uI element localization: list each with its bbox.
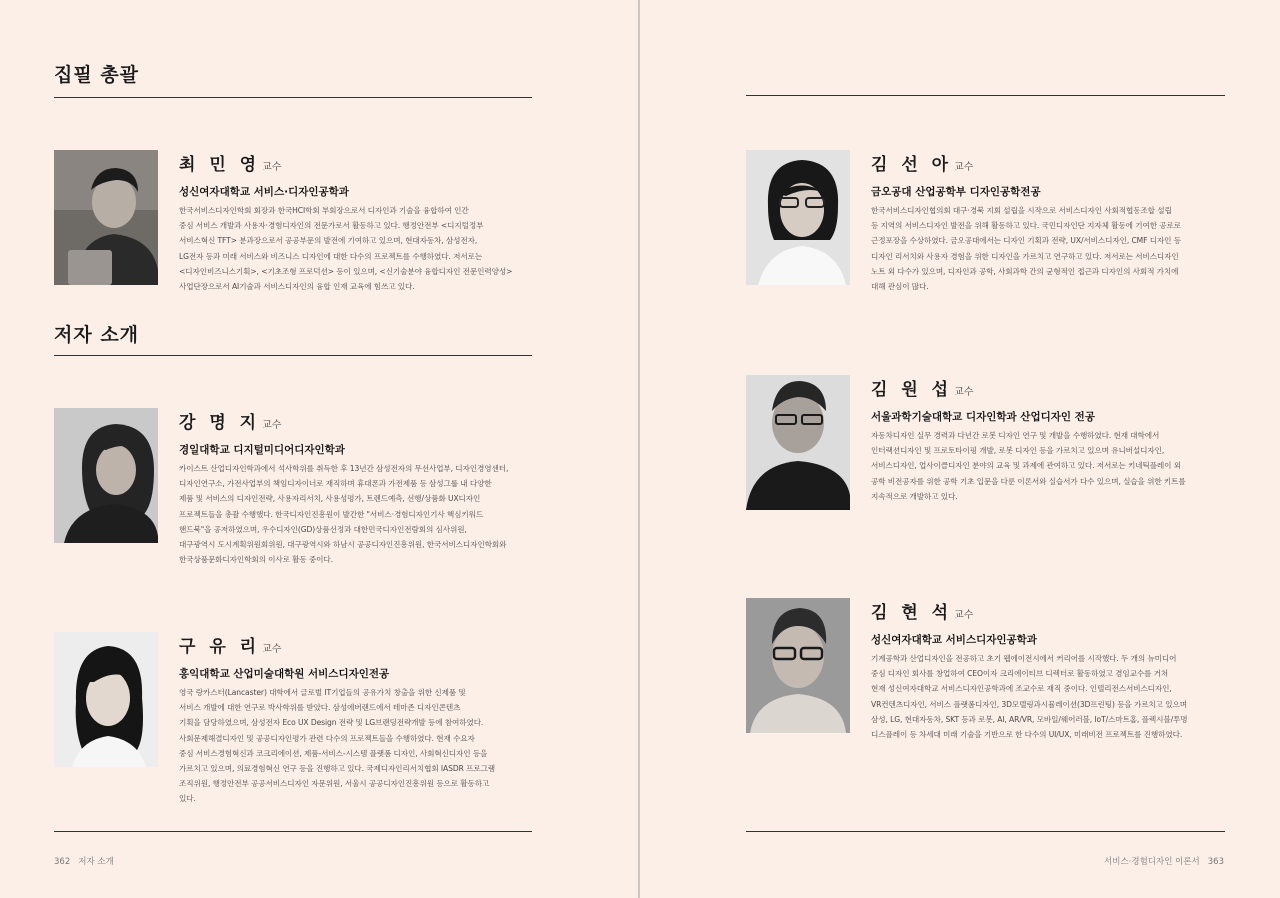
- profile-name: 김 선 아: [871, 155, 953, 175]
- portrait-kim-hyunseok: [746, 598, 850, 733]
- profile-affiliation: 홍익대학교 산업미술대학원 서비스디자인전공: [179, 668, 390, 680]
- profile-bio: [179, 685, 524, 807]
- bio-line: VR컨텐츠디자인, 서비스 플랫폼디자인, 3D모델링과시뮬레이션(3D프린팅) 등을 가르치고 있으며: [871, 699, 1187, 709]
- profile-info: [179, 632, 524, 807]
- portrait-koo: [54, 632, 158, 767]
- bio-line: 서비스혁신 TFT> 분과장으로서 공공부문의 발전에 기여하고 있으며, 현대자동차, 삼성전자,: [179, 236, 478, 246]
- bio-line: 사회문제해결디자인 및 공공디자인평가 관련 다수의 프로젝트들을 수행하였다. 현재 수요자: [179, 733, 475, 743]
- bio-line: 현재 성신여자대학교 서비스디자인공학과에 조교수로 재직 중이다. 인텔리전스서비스디자인,: [871, 684, 1172, 694]
- bio-line: 조직위원, 행정안전부 공공서비스디자인 자문위원, 서울시 공공디자인진흥위원 등으로 활동하고: [179, 779, 490, 789]
- bio-line: 한국서비스디자인학회 회장과 한국HCI학회 부회장으로서 디자인과 기술을 융합하여 인간: [179, 206, 469, 215]
- bio-line: 디스플레이 등 차세대 미래 기술을 기반으로 한 다수의 UI/UX, 미래비전 프로젝트를 진행하였다.: [871, 730, 1183, 740]
- bio-line: 중심 디자인 회사를 창업하여 CEO이자 크리에이티브 디렉터로 활동하였고 겸임교수를 거쳐: [871, 669, 1169, 679]
- bio-line: 서비스 개발에 대한 연구로 박사학위를 받았다. 삼성에버랜드에서 테마존 디자인콘텐츠: [179, 703, 461, 713]
- bio-line: 영국 랑카스터(Lancaster) 대학에서 글로벌 IT기업들의 공유가치 창출을 위한 신제품 및: [179, 688, 466, 697]
- bio-line: 카이스트 산업디자인학과에서 석사학위를 취득한 후 13년간 삼성전자의 무선사업부, 디자인경영센터,: [179, 464, 509, 473]
- profile-info: [871, 598, 1216, 742]
- profile-info: [179, 150, 524, 294]
- bio-line: 프로젝트들을 총괄 수행했다. 한국디자인진흥원이 발간한 "서비스·경험디자인기사 핵심키워드: [179, 509, 484, 519]
- profile-name: 김 원 섭: [871, 380, 953, 400]
- profile-title: 교수: [954, 610, 974, 621]
- footer-right: [1104, 855, 1224, 867]
- bio-line: 근정포장을 수상하였다. 금오공대에서는 디자인 기획과 전략, UX/서비스디자인, CMF 디자인 등: [871, 236, 1181, 246]
- bio-line: 자동차디자인 실무 경력과 다년간 로봇 디자인 연구 및 개발을 수행하였다. 현재 대학에서: [871, 431, 1160, 440]
- bio-line: 공학 비전공자를 위한 공학 기초 입문을 다룬 이론서와 실습서가 다수 있으며, 실습을 위한 키트를: [871, 476, 1186, 486]
- profile-affiliation: 성신여자대학교 서비스디자인공학과: [871, 634, 1037, 646]
- bio-line: 지속적으로 개발하고 있다.: [871, 491, 958, 501]
- portrait-kim-wonseop: [746, 375, 850, 510]
- section-rule: [54, 355, 532, 356]
- section-title-authors: 저자 소개: [54, 324, 140, 346]
- bio-line: 한국상품문화디자인학회의 이사로 활동 중이다.: [179, 555, 333, 565]
- bio-line: 대구광역시 도시계획위원회위원, 대구광역시와 하남시 공공디자인진흥위원, 한국서비스디자인학회와: [179, 540, 507, 550]
- profile-info: [871, 375, 1216, 504]
- bottom-rule: [54, 831, 532, 832]
- running-footer: 서비스·경험디자인 이론서: [1104, 857, 1200, 867]
- bio-line: 등 지역의 서비스디자인 발전을 위해 활동하고 있다. 국민디자인단 지자체 활동에 기여한 공로로: [871, 221, 1181, 231]
- profile-name: 김 현 석: [871, 603, 953, 623]
- section-rule: [54, 97, 532, 98]
- page-number: 362: [54, 857, 71, 867]
- profile-info: [871, 150, 1216, 294]
- bio-line: 가르치고 있으며, 의료경험혁신 연구 등을 진행하고 있다. 국제디자인리서치협회 IASDR 프로그램: [179, 764, 496, 774]
- profile-title: 교수: [954, 162, 974, 173]
- running-footer: 저자 소개: [78, 857, 114, 867]
- portrait-photo: [746, 375, 850, 510]
- right-page: [640, 0, 1279, 898]
- profile-affiliation: 서울과학기술대학교 디자인학과 산업디자인 전공: [871, 411, 1095, 423]
- profile-affiliation: 성신여자대학교 서비스·디자인공학과: [179, 186, 349, 198]
- portrait-photo: [746, 598, 850, 733]
- portrait-photo: [54, 408, 158, 543]
- profile-affiliation: 금오공대 산업공학부 디자인공학전공: [871, 186, 1041, 198]
- profile-name: 강 명 지: [179, 413, 261, 433]
- page-number: 363: [1207, 857, 1224, 867]
- profile-title: 교수: [262, 420, 282, 431]
- profile-bio: [871, 428, 1216, 504]
- bio-line: 서비스디자인, 업사이클디자인 분야의 교육 및 과제에 관여하고 있다. 저서로는 키네틱플레이 외: [871, 461, 1181, 471]
- portrait-photo: [54, 150, 158, 285]
- bio-line: 핸드북"을 공저하였으며, 우수디자인(GD)상품선정과 대한민국디자인전람회의 심사위원,: [179, 524, 467, 534]
- bio-line: 중심 서비스 개발과 사용자·경험디자인의 전문가로서 활동하고 있다. 행정안전부 <디지털정부: [179, 221, 484, 231]
- profile-info: [179, 408, 524, 567]
- portrait-kim-sunah: [746, 150, 850, 285]
- portrait-photo: [746, 150, 850, 285]
- profile-title: 교수: [954, 387, 974, 398]
- bio-line: 기계공학과 산업디자인을 전공하고 초기 웹에이전시에서 커리어를 시작했다. 두 개의 뉴미디어: [871, 654, 1177, 663]
- bio-line: 디자인연구소, 가전사업부의 책임디자이너로 재직하며 휴대폰과 가전제품 등 삼성그룹 내 다양한: [179, 479, 492, 489]
- profile-name: 구 유 리: [179, 637, 261, 657]
- profile-bio: [179, 461, 524, 567]
- top-rule: [746, 95, 1225, 96]
- profile-bio: [871, 651, 1216, 742]
- bio-line: 한국서비스디자인협의회 대구·경북 지회 설립을 시작으로 서비스디자인 사회적협동조합 설립: [871, 206, 1172, 215]
- bio-line: 대해 관심이 많다.: [871, 282, 929, 292]
- left-page: [0, 0, 639, 898]
- bio-line: <디자인비즈니스기획>, <기초조형 프로덕션> 등이 있으며, <신기술분야 융합디자인 전문인력양성>: [179, 266, 513, 276]
- profile-title: 교수: [262, 162, 282, 173]
- profile-bio: [179, 203, 524, 294]
- bio-line: 있다.: [179, 794, 196, 804]
- portrait-kang: [54, 408, 158, 543]
- profile-title: 교수: [262, 644, 282, 655]
- bio-line: 제품 및 서비스의 디자인전략, 사용자리서치, 사용성평가, 트렌드예측, 선행/상품화 UX디자인: [179, 494, 481, 504]
- bio-line: 기획을 담당하였으며, 삼성전자 Eco UX Design 전략 및 LG브랜딩전략개발 등에 참여하였다.: [179, 718, 484, 728]
- portrait-photo: [54, 632, 158, 767]
- bio-line: 디자인 리서치와 사용자 경험을 위한 디자인을 가르치고 연구하고 있다. 저서로는 서비스디자인: [871, 251, 1179, 261]
- bio-line: 삼성, LG, 현대자동차, SKT 등과 로봇, AI, AR/VR, 모바일/웨어러블, IoT/스마트홈, 플렉시블/투명: [871, 714, 1188, 724]
- footer-left: [54, 855, 122, 867]
- bio-line: LG전자 등과 미래 서비스와 비즈니스 디자인에 대한 다수의 프로젝트를 수행하였다. 저서로는: [179, 251, 483, 261]
- section-title-editor: 집필 총괄: [54, 64, 140, 86]
- bio-line: 노트 외 다수가 있으며, 디자인과 공학, 사회과학 간의 균형적인 접근과 디자인의 사회적 가치에: [871, 266, 1179, 276]
- bio-line: 중심 서비스경험혁신과 코크리에이션, 제품-서비스-시스템 플랫폼 디자인, 사회혁신디자인 등을: [179, 748, 488, 758]
- profile-name: 최 민 영: [179, 155, 261, 175]
- profile-bio: [871, 203, 1216, 294]
- portrait-choi: [54, 150, 158, 285]
- bio-line: 인터랙션디자인 및 프로토타이핑 개발, 로봇 디자인 등을 가르치고 있으며 유니버설디자인,: [871, 446, 1165, 456]
- profile-affiliation: 경일대학교 디지털미디어디자인학과: [179, 444, 345, 456]
- bottom-rule: [746, 831, 1225, 832]
- bio-line: 사업단장으로서 AI기술과 서비스디자인의 융합 인재 교육에 힘쓰고 있다.: [179, 282, 415, 292]
